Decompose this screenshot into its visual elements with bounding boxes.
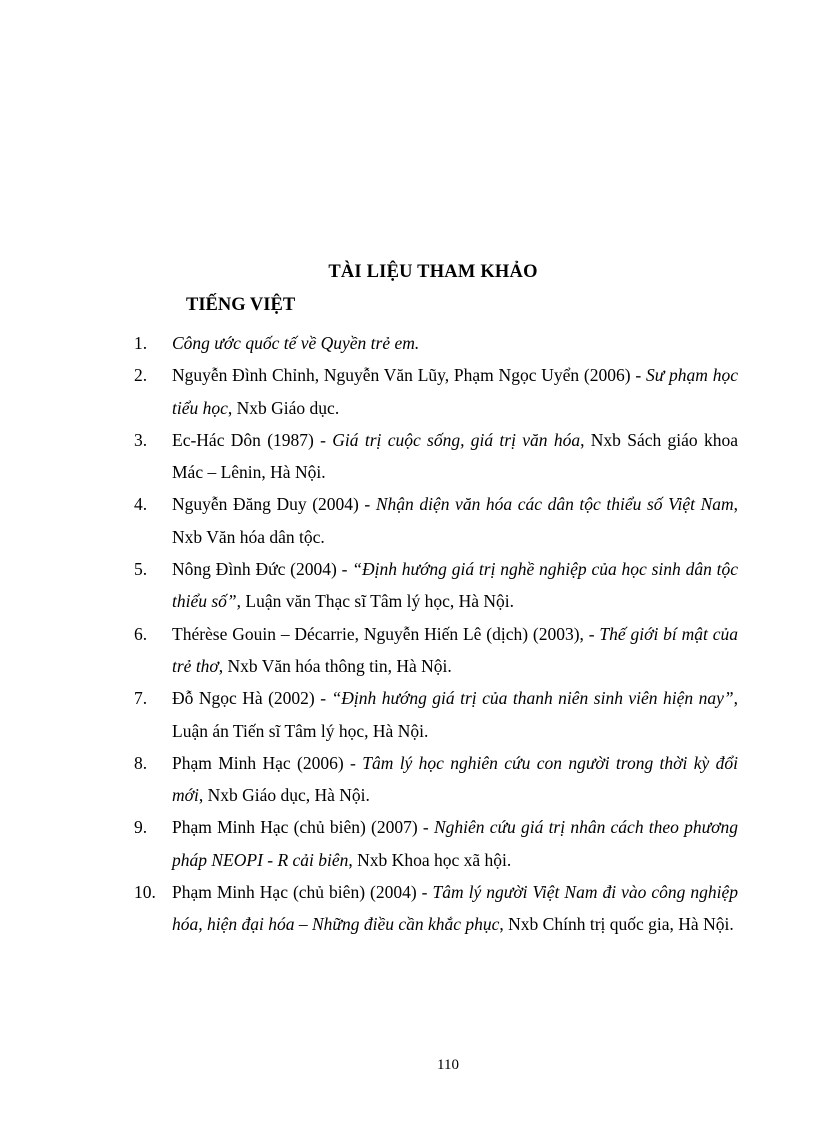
reference-authors: Ec-Hác Dôn (1987) - [172, 429, 333, 450]
reference-publisher: , Nxb Giáo dục. [227, 397, 340, 418]
reference-title: Công ước quốc tế về Quyền trẻ em. [172, 333, 420, 353]
reference-number: 9. [134, 817, 148, 838]
reference-item [134, 618, 738, 683]
reference-publisher: , Nxb Giáo dục, Hà Nội. [198, 785, 370, 806]
reference-authors: Phạm Minh Hạc (2006) - [172, 752, 363, 773]
reference-item [134, 488, 738, 553]
reference-number: 2. [134, 365, 148, 386]
reference-publisher: , Luận án Tiến sĩ Tâm lý học, Hà Nội. [172, 688, 738, 741]
reference-title: “Định hướng giá trị nghề nghiệp của học sinh dân tộc thiểu số” [172, 559, 739, 612]
reference-authors: Thérèse Gouin – Décarrie, Nguyễn Hiến Lê (dịch) (2003), - [172, 623, 600, 644]
page-number: 110 [437, 1057, 459, 1073]
reference-item [134, 359, 738, 424]
reference-title: Sư phạm học tiểu học [172, 365, 738, 418]
reference-number: 3. [134, 429, 148, 450]
reference-item [134, 747, 738, 812]
reference-publisher: , Nxb Khoa học xã hội. [348, 849, 512, 870]
reference-authors: Phạm Minh Hạc (chủ biên) (2007) - [172, 817, 434, 838]
reference-publisher: , Luận văn Thạc sĩ Tâm lý học, Hà Nội. [236, 591, 515, 612]
reference-publisher: , Nxb Văn hóa dân tộc. [172, 494, 738, 547]
reference-title: Giá trị cuộc sống, giá trị văn hóa [332, 429, 581, 450]
reference-item [134, 811, 738, 876]
reference-number: 1. [134, 333, 148, 353]
reference-title: Tâm lý người Việt Nam đi vào công nghiệp hóa, hiện đại hóa – Những điều cần khắc phục [172, 882, 738, 935]
page-title: TÀI LIỆU THAM KHẢO [328, 262, 538, 282]
reference-number: 7. [134, 688, 148, 709]
reference-title: Nghiên cứu giá trị nhân cách theo phương pháp NEOPI - R cải biên [172, 817, 738, 870]
reference-title: Thế giới bí mật của trẻ thơ [172, 623, 738, 676]
reference-title: “Định hướng giá trị của thanh niên sinh viên hiện nay” [331, 688, 734, 709]
reference-authors: Nông Đình Đức (2004) - [172, 559, 353, 580]
reference-number: 4. [134, 494, 148, 515]
reference-authors: Nguyễn Đình Chỉnh, Nguyễn Văn Lũy, Phạm Ngọc Uyển (2006) - [172, 365, 646, 386]
reference-title: Tâm lý học nghiên cứu con người trong thời kỳ đổi mới [172, 752, 738, 806]
reference-number: 5. [134, 559, 148, 580]
reference-item [134, 327, 738, 359]
reference-number: 8. [134, 752, 148, 773]
reference-number: 6. [134, 623, 148, 644]
reference-list [134, 327, 738, 941]
reference-publisher: , Nxb Chính trị quốc gia, Hà Nội. [499, 914, 734, 935]
section-heading: TIẾNG VIỆT [186, 295, 296, 315]
reference-authors: Đỗ Ngọc Hà (2002) - [172, 688, 332, 709]
reference-item [134, 424, 738, 489]
reference-item [134, 876, 738, 941]
reference-publisher: , Nxb Văn hóa thông tin, Hà Nội. [218, 655, 452, 676]
reference-item [134, 553, 738, 618]
reference-title: Nhận diện văn hóa các dân tộc thiểu số Việt Nam [375, 494, 734, 515]
reference-authors: Nguyễn Đăng Duy (2004) - [172, 494, 376, 515]
reference-publisher: , Nxb Sách giáo khoa Mác – Lênin, Hà Nội. [172, 429, 739, 483]
reference-item [134, 682, 738, 747]
reference-authors: Phạm Minh Hạc (chủ biên) (2004) - [172, 882, 433, 903]
reference-number: 10. [134, 882, 156, 903]
